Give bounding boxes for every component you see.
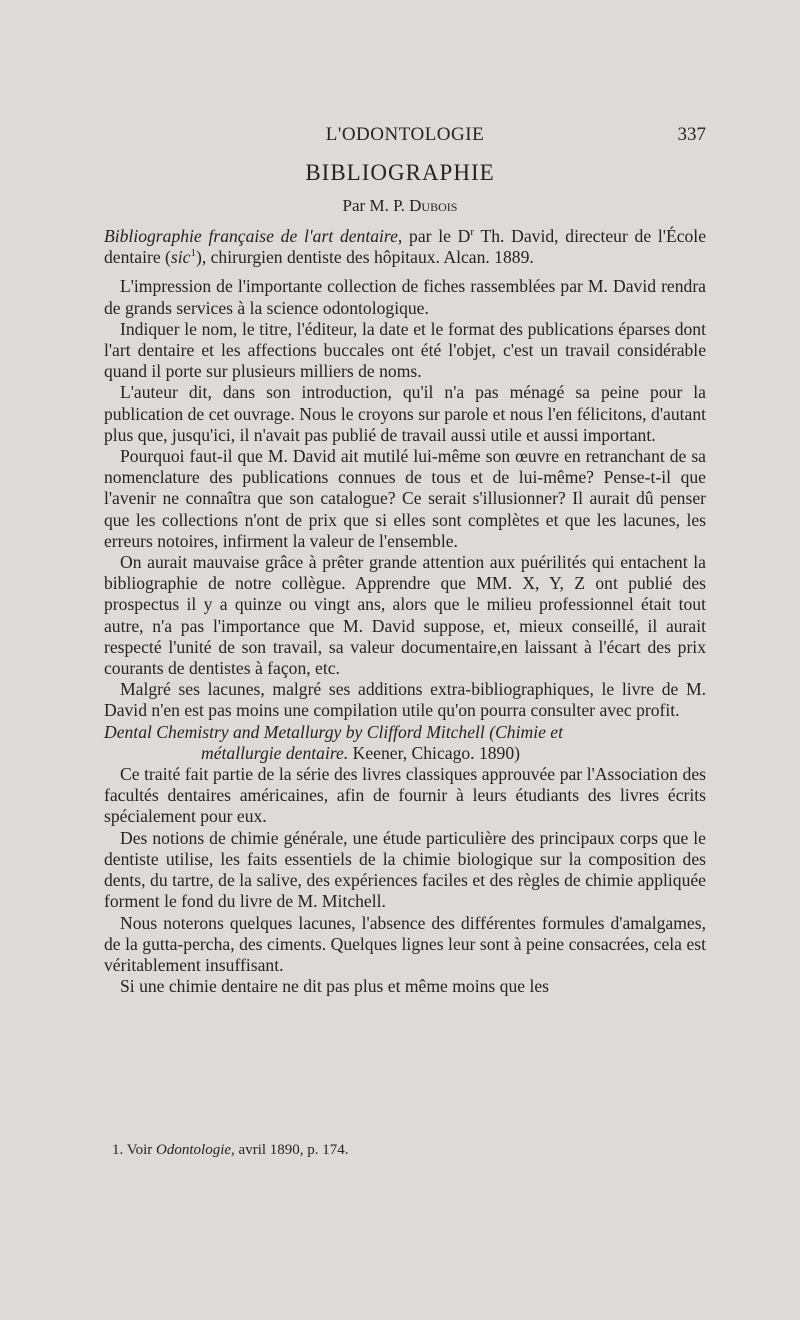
- paragraph: Nous noterons quelques lacunes, l'absence des différentes formules d'amalgames, de la gutta-percha, des ciments. Quelques lignes leur sont à peine consacrées, cela est véritablement insuffisant.: [104, 912, 706, 975]
- running-title: L'ODONTOLOGIE: [325, 124, 485, 145]
- paragraph: Pourquoi faut-il que M. David ait mutilé lui-même son œuvre en retranchant de sa nomenclature des publications connues de tous et de lui-même? Pense-t-il que l'avenir ne connaîtra que son catalogue? Ce serait s'illusionner? Il aurait dû penser que les collections n'ont de prix que si elles sont complètes et que les lacunes, les erreurs notoires, infirment la valeur de l'ensemble.: [104, 446, 706, 551]
- article-body: [104, 226, 706, 997]
- entry-1-after-title: , par le D: [397, 226, 471, 246]
- entry-1-footnote-ref[interactable]: 1: [190, 247, 196, 260]
- entry-1-title: Bibliographie française de l'art dentaire: [104, 226, 398, 246]
- paragraph: Ce traité fait partie de la série des livres classiques approuvée par l'Association des facultés dentaires américaines, afin de fournir à leurs étudiants des livres écrits spécialement pour eux.: [104, 764, 706, 827]
- paragraph: On aurait mauvaise grâce à prêter grande attention aux puérilités qui entachent la bibliographie de notre collègue. Apprendre que MM. X, Y, Z ont publié des prospectus il y a quinze ou vingt ans, alors que le milieu professionnel était tout autre, n'a pas l'importance que M. David suppose, et, mieux conseillé, il aurait respecté l'unité de son travail, sa valeur documentaire,en laissant à l'écart des prix courants de dentistes à façon, etc.: [104, 552, 706, 679]
- entry-1-rest2: ), chirurgien dentiste des hôpitaux. Alcan. 1889.: [195, 247, 534, 268]
- entry-1-sic: sic: [170, 247, 191, 268]
- byline-author: Dubois: [409, 196, 458, 215]
- paragraph: L'auteur dit, dans son introduction, qu'il n'a pas ménagé sa peine pour la publication de cet ouvrage. Nous le croyons sur parole et nous l'en félicitons, d'autant plus que, jusqu'ici, il n'avait pas publié de travail aussi utile et aussi important.: [104, 382, 706, 445]
- paragraph: Malgré ses lacunes, malgré ses additions extra-bibliographiques, le livre de M. David n'en est pas moins une compilation utile qu'on pourra consulter avec profit.: [104, 679, 706, 721]
- entry-2-title-line2: métallurgie dentaire.: [201, 742, 349, 763]
- footnote-rest: , avril 1890, p. 174.: [231, 1142, 349, 1158]
- paragraph: Indiquer le nom, le titre, l'éditeur, la date et le format des publications éparses dont l'art dentaire et les affections buccales ont été l'objet, c'est un travail considérable quand il porte sur plusieurs milliers de noms.: [104, 318, 706, 382]
- footnote: [112, 1142, 672, 1159]
- byline: [0, 196, 800, 216]
- byline-prefix: Par M. P.: [342, 196, 410, 215]
- entry-1-rest: Th. David, directeur de l'École dentaire (: [104, 226, 706, 268]
- paragraph: Si une chimie dentaire ne dit pas plus et même moins que les: [120, 976, 549, 997]
- paragraph: L'impression de l'importante collection de fiches rassemblées par M. David rendra de grands services à la science odontologique.: [104, 276, 706, 318]
- bibliography-entry-1: [104, 226, 706, 268]
- paragraph: Des notions de chimie générale, une étude particulière des principaux corps que le dentiste utilise, les faits essentiels de la chimie biologique sur la composition des dents, du tartre, de la salive, des expériences faciles et des règles de chimie appliquée forment le fond du livre de M. Mitchell.: [104, 827, 706, 912]
- entry-1-sup: r: [470, 226, 475, 239]
- footnote-journal: Odontologie: [156, 1142, 232, 1158]
- running-head: [104, 124, 706, 150]
- page-number: 337: [677, 124, 706, 145]
- entry-2-rest: Keener, Chicago. 1890): [348, 742, 521, 763]
- footnote-number: 1: [112, 1142, 120, 1158]
- footnote-prefix: . Voir: [119, 1142, 157, 1158]
- section-title: BIBLIOGRAPHIE: [305, 160, 495, 185]
- bibliography-entry-2: [104, 722, 706, 764]
- entry-2-title-line1: Dental Chemistry and Metallurgy by Clifford Mitchell (Chimie et: [104, 721, 563, 742]
